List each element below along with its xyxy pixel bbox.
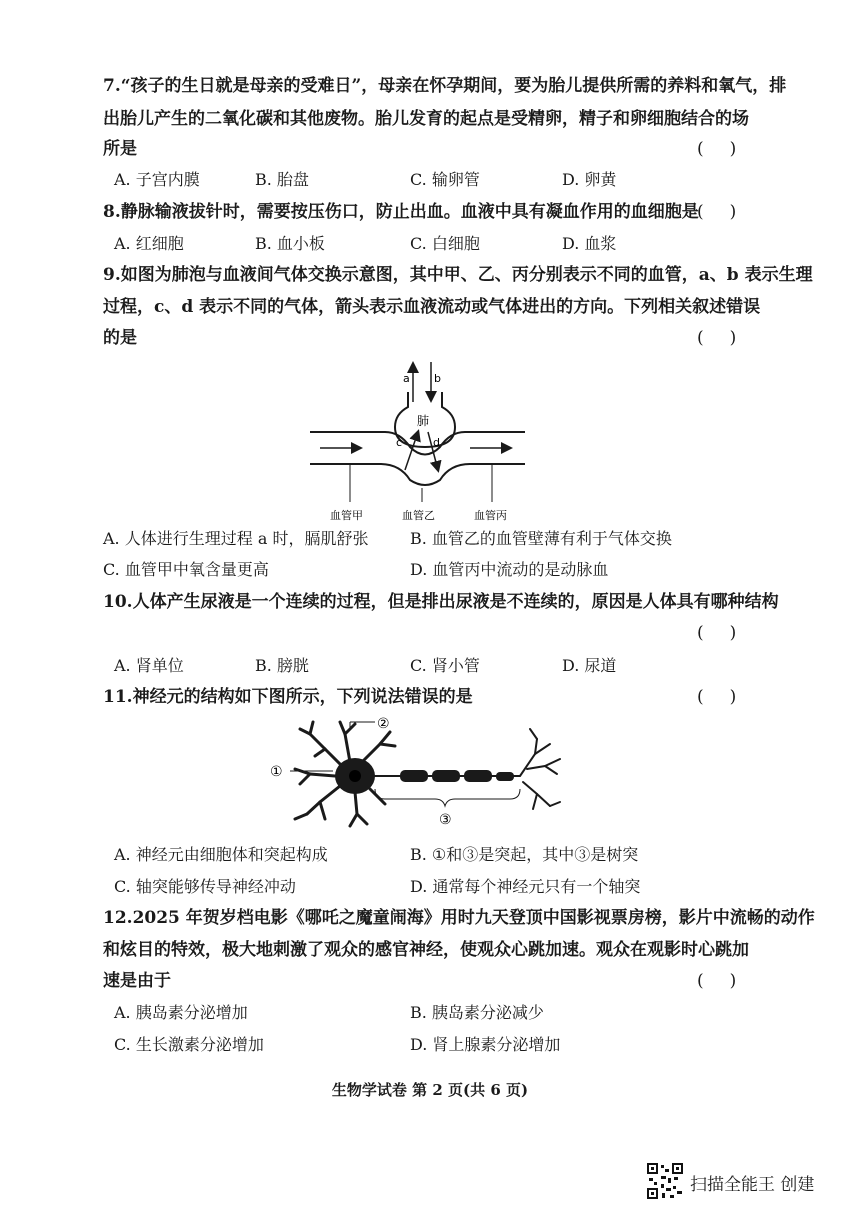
q7-option-c: C. 输卵管: [410, 170, 480, 189]
q10-option-b: B. 膀胱: [255, 656, 309, 675]
q7-line-1: 7.“孩子的生日就是母亲的受难日”，母亲在怀孕期间，要为胎儿提供所需的养料和氧气，排: [103, 76, 787, 96]
q9-line-1: 9.如图为肺泡与血液间气体交换示意图，其中甲、乙、丙分别表示不同的血管，a、b 表示生理: [103, 265, 813, 285]
label-1: ①: [270, 764, 283, 780]
q8-option-a: A. 红细胞: [114, 234, 184, 253]
q10-line-1: 10.人体产生尿液是一个连续的过程，但是排出尿液是不连续的，原因是人体具有哪种结构: [103, 592, 779, 612]
q12-option-d: D. 肾上腺素分泌增加: [410, 1035, 561, 1054]
label-vessel-bing: 血管丙: [474, 509, 507, 522]
q10-option-d: D. 尿道: [562, 656, 617, 675]
q7-option-d: D. 卵黄: [562, 170, 617, 189]
label-2: ②: [377, 716, 390, 732]
q8-answer-paren: ( ): [697, 202, 737, 222]
q12-option-c: C. 生长激素分泌增加: [114, 1035, 264, 1054]
q11-line-1: 11.神经元的结构如下图所示，下列说法错误的是: [103, 687, 473, 707]
q7-option-a: A. 子宫内膜: [114, 170, 200, 189]
q9-option-d: D. 血管丙中流动的是动脉血: [410, 560, 609, 579]
q11-option-b: B. ①和③是突起，其中③是树突: [410, 845, 639, 864]
q11-answer-paren: ( ): [697, 687, 737, 707]
label-c: c: [396, 436, 403, 449]
q7-line-3: 所是: [103, 139, 137, 159]
q10-option-a: A. 肾单位: [114, 656, 184, 675]
q8-line-1: 8.静脉输液拔针时，需要按压伤口，防止出血。血液中具有凝血作用的血细胞是: [103, 202, 699, 222]
q12-line-1: 12.2025 年贺岁档电影《哪吒之魔童闹海》用时九天登顶中国影视票房榜，影片中流畅的动作: [103, 908, 815, 928]
q9-answer-paren: ( ): [697, 328, 737, 348]
label-vessel-yi: 血管乙: [402, 509, 435, 522]
q9-line-2: 过程，c、d 表示不同的气体，箭头表示血液流动或气体进出的方向。下列相关叙述错误: [103, 297, 761, 317]
label-b: b: [434, 372, 441, 385]
q8-option-b: B. 血小板: [255, 234, 325, 253]
q9-line-3: 的是: [103, 328, 137, 348]
q7-answer-paren: ( ): [697, 139, 737, 159]
label-3: ③: [439, 812, 452, 828]
q8-option-c: C. 白细胞: [410, 234, 480, 253]
q10-answer-paren: ( ): [697, 623, 737, 643]
vessel-lower-wall: [310, 464, 525, 485]
label-vessel-jia: 血管甲: [330, 509, 363, 522]
label-d: d: [433, 436, 440, 449]
q7-option-b: B. 胎盘: [255, 170, 309, 189]
label-lung: 肺: [417, 414, 430, 428]
q9-option-c: C. 血管甲中氧含量更高: [103, 560, 269, 579]
alveolus-gas-exchange-diagram: [300, 352, 540, 527]
q9-option-b: B. 血管乙的血管壁薄有利于气体交换: [410, 529, 672, 548]
watermark-text: 扫描全能王 创建: [690, 1175, 815, 1195]
myelin-sheath: [400, 770, 514, 782]
q7-line-2: 出胎儿产生的二氧化碳和其他废物。胎儿发育的起点是受精卵，精子和卵细胞结合的场: [103, 109, 749, 129]
q12-answer-paren: ( ): [697, 971, 737, 991]
q11-option-d: D. 通常每个神经元只有一个轴突: [410, 877, 641, 896]
q10-option-c: C. 肾小管: [410, 656, 480, 675]
q11-option-c: C. 轴突能够传导神经冲动: [114, 877, 296, 896]
q11-option-a: A. 神经元由细胞体和突起构成: [114, 845, 328, 864]
qr-code-icon: [646, 1162, 684, 1200]
q9-option-a: A. 人体进行生理过程 a 时，膈肌舒张: [103, 529, 369, 548]
q12-line-2: 和炫目的特效，极大地刺激了观众的感官神经，使观众心跳加速。观众在观影时心跳加: [103, 940, 749, 960]
q12-option-a: A. 胰岛素分泌增加: [114, 1003, 248, 1022]
q12-option-b: B. 胰岛素分泌减少: [410, 1003, 544, 1022]
q8-option-d: D. 血浆: [562, 234, 617, 253]
neuron-structure-diagram: [265, 714, 575, 834]
label-a: a: [403, 372, 410, 385]
q12-line-3: 速是由于: [103, 971, 171, 991]
page-footer: 生物学试卷 第 2 页(共 6 页): [331, 1081, 529, 1099]
